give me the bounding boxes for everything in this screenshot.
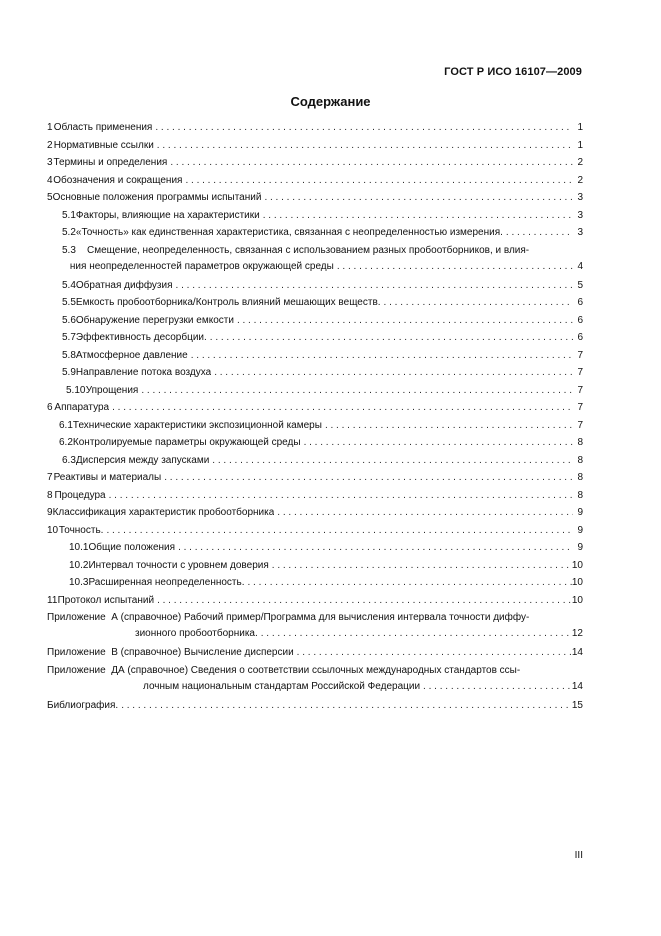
toc-entry-number: 10.3 (69, 577, 89, 588)
toc-entry[interactable] (47, 175, 583, 187)
toc-entry-number: 5.2 (62, 227, 76, 238)
toc-entry[interactable] (47, 210, 583, 222)
toc-entry[interactable] (47, 350, 583, 362)
toc-entry[interactable] (47, 385, 583, 397)
toc-entry-number: 5.4 (62, 279, 76, 291)
toc-leader-dots (334, 261, 573, 273)
toc-leader-dots (211, 367, 573, 379)
toc-entry-page: 2 (577, 174, 583, 186)
toc-entry[interactable] (47, 560, 583, 572)
toc-leader-dots (234, 315, 573, 327)
toc-leader-dots (154, 140, 573, 152)
toc-entry-page: 4 (577, 260, 583, 272)
toc-entry-number: 5.3 (62, 244, 76, 256)
toc-entry-appendix-da[interactable] (47, 665, 583, 693)
toc-entry[interactable] (47, 192, 583, 204)
toc-entry-title: Основные положения программы испытаний (52, 192, 262, 203)
toc-entry-title: Точность. (58, 524, 104, 536)
toc-entry-number: 6.1 (59, 419, 73, 431)
toc-entry-title: Дисперсия между запусками (75, 454, 210, 466)
toc-entry-page: 10 (571, 559, 583, 571)
toc-entry-title-continued: лочным национальным стандартам Российской Федерации (143, 680, 421, 692)
toc-entry-number: 6.3 (62, 454, 76, 466)
toc-entry-page: 14 (571, 680, 583, 692)
toc-entry-page: 6 (577, 332, 583, 343)
page-number: III (574, 850, 583, 861)
toc-entry-page: 3 (577, 227, 583, 238)
toc-entry-title-continued: ния неопределенностей параметров окружающей среды (69, 260, 334, 272)
toc-entry-page: 6 (577, 297, 583, 308)
toc-entry-title: Приложение В (справочное) Вычисление дисперсии (47, 647, 294, 658)
toc-leader-dots (188, 350, 573, 362)
toc-entry[interactable] (47, 140, 583, 152)
toc-entry-title: Направление потока воздуха (75, 367, 212, 378)
toc-entry[interactable] (47, 525, 583, 537)
toc-entry-page: 8 (577, 454, 583, 466)
toc-entry-number: 6.2 (59, 437, 73, 448)
toc-entry-page: 6 (577, 314, 583, 326)
toc-leader-dots (261, 192, 573, 204)
toc-leader-dots (301, 437, 573, 449)
toc-leader-dots (381, 297, 573, 309)
toc-leader-dots (109, 402, 573, 414)
toc-entry-page: 7 (577, 419, 583, 431)
toc-entry-title: Эффективность десорбции. (75, 332, 207, 343)
toc-entry-number: 5.6 (62, 314, 76, 326)
toc-entry[interactable] (47, 122, 583, 134)
toc-entry-title: Нормативные ссылки (53, 139, 154, 151)
toc-entry-title: «Точность» как единственная характеристика, связанная с неопределенностью измерения. (75, 227, 503, 238)
toc-entry-appendix-a[interactable] (47, 612, 583, 640)
toc-entry-title: Протокол испытаний (57, 594, 155, 606)
toc-entry-title: Библиография. (47, 699, 119, 711)
toc-entry-page: 9 (577, 524, 583, 536)
toc-entry-number: 2 (47, 139, 53, 151)
toc-entry-number: 5.7 (62, 332, 76, 343)
toc-entry[interactable] (47, 402, 583, 414)
toc-entry[interactable] (47, 455, 583, 467)
toc-entry[interactable] (47, 507, 583, 519)
toc-leader-dots (274, 507, 573, 519)
toc-entry[interactable] (47, 490, 583, 502)
toc-leader-dots (322, 420, 573, 432)
toc-entry-title: Реактивы и материалы (53, 472, 162, 483)
toc-entry[interactable] (47, 472, 583, 484)
toc-entry-title: Аппаратура (54, 402, 110, 413)
toc-entry[interactable] (47, 227, 583, 239)
toc-entry-page: 15 (571, 699, 583, 711)
toc-entry-number: 7 (47, 472, 53, 483)
toc-leader-dots (260, 210, 573, 222)
toc-entry-page: 8 (577, 437, 583, 448)
toc-entry-title: Общие положения (88, 542, 176, 553)
toc-entry-title: Обозначения и сокращения (53, 174, 183, 186)
toc-entry-number: 9 (47, 507, 53, 518)
toc-leader-dots (420, 681, 572, 693)
toc-leader-dots (167, 157, 573, 169)
toc-leader-dots (503, 227, 573, 239)
toc-entry-page: 8 (577, 489, 583, 501)
toc-entry-page: 10 (571, 594, 583, 606)
toc-entry[interactable] (47, 367, 583, 379)
toc-entry-title: Атмосферное давление (75, 349, 188, 361)
toc-entry-title: Область применения (53, 122, 153, 133)
toc-entry-page: 1 (577, 122, 583, 133)
toc-entry-page: 12 (571, 628, 583, 639)
toc-entry[interactable] (47, 245, 583, 273)
toc-entry-number: 6 (47, 402, 53, 413)
toc-entry-title: Интервал точности с уровнем доверия (88, 559, 269, 571)
toc-entry-number: 5.5 (62, 297, 76, 308)
toc-entry-number: 5.8 (62, 349, 76, 361)
toc-entry[interactable] (47, 437, 583, 449)
toc-entry-page: 7 (577, 402, 583, 413)
toc-entry-page: 3 (577, 209, 583, 221)
toc-leader-dots (175, 542, 573, 554)
toc-leader-dots (209, 455, 573, 467)
document-code: ГОСТ Р ИСО 16107—2009 (444, 66, 582, 78)
toc-entry-page: 7 (577, 367, 583, 378)
toc-entry-number: 10.2 (69, 559, 89, 571)
toc-leader-dots (103, 525, 573, 537)
toc-leader-dots (118, 700, 572, 712)
toc-entry-appendix-b[interactable] (47, 647, 583, 659)
toc-entry-page: 9 (577, 507, 583, 518)
toc-leader-dots (207, 332, 573, 344)
toc-entry-number: 1 (47, 122, 53, 133)
toc-leader-dots (106, 490, 573, 502)
toc-entry-title: Приложение А (справочное) Рабочий пример/Программа для вычисления интервала точности диффу- (47, 612, 530, 623)
toc-entry-page: 5 (577, 279, 583, 291)
toc-entry-number: 4 (47, 174, 53, 186)
toc-entry[interactable] (47, 595, 583, 607)
toc-leader-dots (154, 595, 572, 607)
toc-leader-dots (258, 628, 572, 640)
toc-entry[interactable] (47, 420, 583, 432)
toc-entry-number: 5.9 (62, 367, 76, 378)
toc-entry-page: 2 (577, 157, 583, 168)
toc-entry[interactable] (47, 280, 583, 292)
toc-leader-dots (138, 385, 573, 397)
toc-leader-dots (294, 647, 572, 659)
toc-entry-title: Факторы, влияющие на характеристики (75, 209, 260, 221)
toc-entry[interactable] (47, 157, 583, 169)
toc-leader-dots (152, 122, 573, 134)
toc-entry-title: Емкость пробоотборника/Контроль влияний мешающих веществ. (75, 297, 381, 308)
toc-entry[interactable] (47, 332, 583, 344)
toc-leader-dots (173, 280, 573, 292)
toc-entry[interactable] (47, 542, 583, 554)
toc-entry-title: Технические характеристики экспозиционной камеры (72, 419, 322, 431)
toc-entry-bibliography[interactable] (47, 700, 583, 712)
toc-entry-page: 7 (577, 349, 583, 361)
toc-title: Содержание (290, 94, 371, 109)
toc-entry-title: Термины и определения (53, 157, 168, 168)
toc-leader-dots (182, 175, 573, 187)
toc-entry[interactable] (47, 315, 583, 327)
toc-entry-page: 8 (577, 472, 583, 483)
toc-entry-title-continued: зионного пробоотборника. (135, 628, 258, 639)
toc-entry-title: Приложение ДА (справочное) Сведения о соответствии ссылочных международных стандартов ссы- (47, 664, 521, 676)
toc-entry-title: Обнаружение перегрузки емкости (75, 314, 234, 326)
toc-entry-title: Контролируемые параметры окружающей среды (72, 437, 301, 448)
toc-entry-title: Обратная диффузия (75, 279, 173, 291)
toc-entry-title: Упрощения (85, 384, 139, 396)
toc-entry-number: 8 (47, 489, 53, 501)
toc-entry-number: 5.10 (66, 384, 86, 396)
toc-entry-title: Расширенная неопределенность. (88, 577, 245, 588)
toc-entry-page: 14 (571, 647, 583, 658)
toc-entry-title: Классификация характеристик пробоотборника (52, 507, 275, 518)
toc-leader-dots (161, 472, 573, 484)
toc-entry-page: 10 (571, 577, 583, 588)
toc-entry-number: 10.1 (69, 542, 89, 553)
table-of-contents (47, 122, 583, 717)
toc-entry-page: 7 (577, 384, 583, 396)
toc-entry[interactable] (47, 297, 583, 309)
toc-entry-number: 3 (47, 157, 53, 168)
toc-entry-page: 9 (577, 542, 583, 553)
toc-entry-page: 3 (577, 192, 583, 203)
toc-entry-number: 5.1 (62, 209, 76, 221)
toc-entry-number: 5 (47, 192, 53, 203)
toc-entry[interactable] (47, 577, 583, 589)
toc-entry-page: 1 (577, 139, 583, 151)
toc-leader-dots (269, 560, 572, 572)
toc-entry-title: Смещение, неопределенность, связанная с использованием разных пробоотборников, и влия- (87, 244, 530, 256)
toc-leader-dots (245, 577, 572, 589)
toc-entry-number: 10 (47, 524, 59, 536)
toc-entry-title: Процедура (54, 489, 106, 501)
toc-entry-number: 11 (47, 594, 58, 606)
